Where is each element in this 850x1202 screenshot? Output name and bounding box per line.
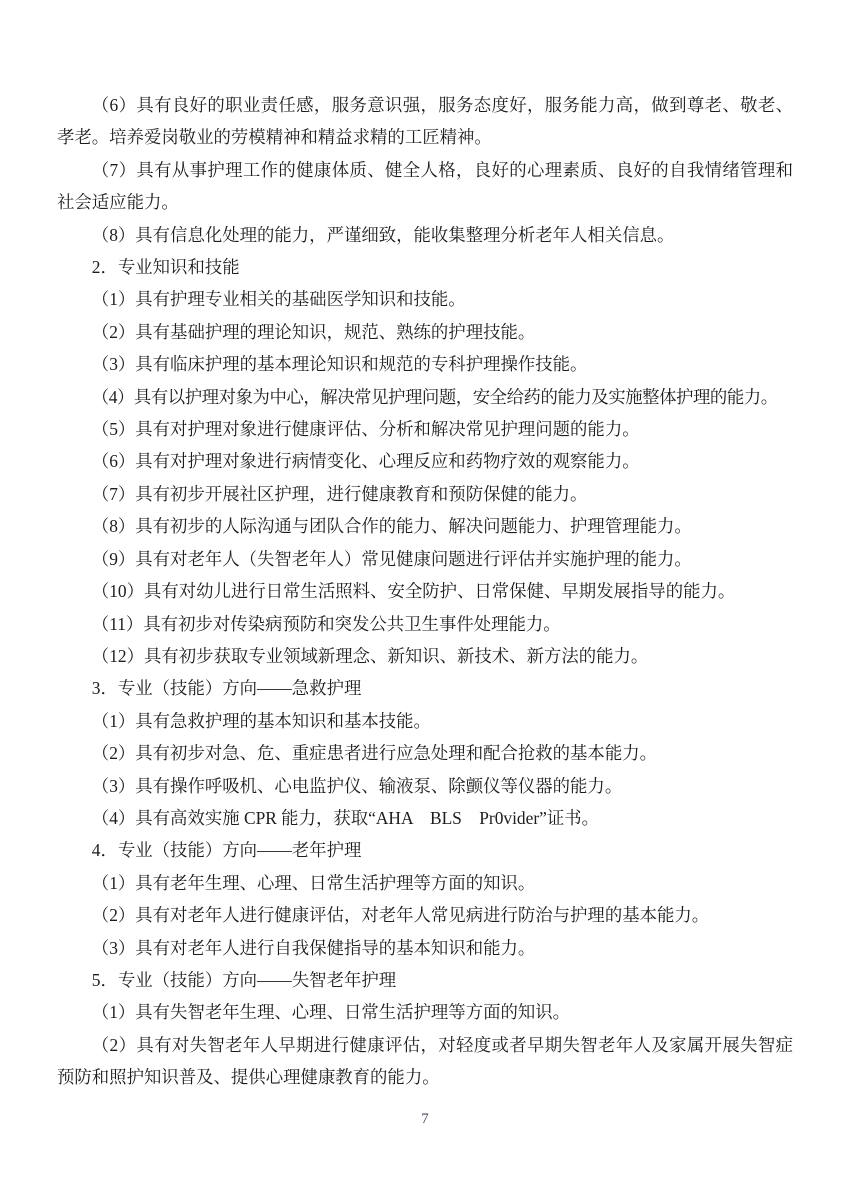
paragraph: （7）具有初步开展社区护理，进行健康教育和预防保健的能力。 [91, 483, 588, 504]
paragraph: 4．专业（技能）方向——老年护理 [91, 840, 362, 861]
paragraph: （3）具有操作呼吸机、心电监护仪、输液泵、除颤仪等仪器的能力。 [91, 775, 623, 796]
paragraph: （8）具有初步的人际沟通与团队合作的能力、解决问题能力、护理管理能力。 [91, 516, 692, 537]
paragraph: （4）具有以护理对象为中心，解决常见护理问题，安全给药的能力及实施整体护理的能力。 [91, 386, 778, 407]
paragraph: （1）具有急救护理的基本知识和基本技能。 [91, 710, 431, 731]
paragraph: （2）具有初步对急、危、重症患者进行应急处理和配合抢救的基本能力。 [91, 743, 657, 764]
paragraph: （2）具有基础护理的理论知识，规范、熟练的护理技能。 [91, 321, 536, 342]
paragraph: （6）具有对护理对象进行病情变化、心理反应和药物疗效的观察能力。 [91, 451, 640, 472]
paragraph: （10）具有对幼儿进行日常生活照料、安全防护、日常保健、早期发展指导的能力。 [91, 581, 736, 602]
paragraph: （1）具有失智老年生理、心理、日常生活护理等方面的知识。 [91, 1002, 571, 1023]
paragraph: 3．专业（技能）方向——急救护理 [91, 678, 362, 699]
page-footer [0, 1108, 850, 1130]
paragraph: （1）具有老年生理、心理、日常生活护理等方面的知识。 [91, 872, 536, 893]
document-body [57, 89, 793, 1094]
paragraph: （1）具有护理专业相关的基础医学知识和技能。 [91, 289, 466, 310]
paragraph: （7）具有从事护理工作的健康体质、健全人格，良好的心理素质、良好的自我情绪管理和社会适应能力。 [57, 159, 793, 213]
paragraph: （6）具有良好的职业责任感，服务意识强，服务态度好，服务能力高，做到尊老、敬老、孝老。培养爱岗敬业的劳模精神和精益求精的工匠精神。 [57, 95, 793, 148]
paragraph: （2）具有对老年人进行健康评估，对老年人常见病进行防治与护理的基本能力。 [91, 905, 710, 926]
paragraph: （4）具有高效实施 CPR 能力，获取“AHA BLS Pr0vider”证书。 [91, 807, 600, 828]
paragraph: （5）具有对护理对象进行健康评估、分析和解决常见护理问题的能力。 [91, 419, 640, 440]
paragraph: 2．专业知识和技能 [91, 257, 240, 278]
paragraph: （2）具有对失智老年人早期进行健康评估，对轻度或者早期失智老年人及家属开展失智症预防和照护知识普及、提供心理健康教育的能力。 [57, 1034, 793, 1088]
paragraph: （11）具有初步对传染病预防和突发公共卫生事件处理能力。 [91, 613, 561, 634]
paragraph: 5．专业（技能）方向——失智老年护理 [91, 969, 397, 990]
page-number: 7 [421, 1111, 429, 1127]
paragraph: （12）具有初步获取专业领域新理念、新知识、新技术、新方法的能力。 [91, 645, 649, 666]
paragraph: （9）具有对老年人（失智老年人）常见健康问题进行评估并实施护理的能力。 [91, 548, 692, 569]
paragraph: （3）具有临床护理的基本理论知识和规范的专科护理操作技能。 [91, 354, 588, 375]
paragraph: （8）具有信息化处理的能力，严谨细致，能收集整理分析老年人相关信息。 [91, 224, 675, 245]
paragraph: （3）具有对老年人进行自我保健指导的基本知识和能力。 [91, 937, 536, 958]
